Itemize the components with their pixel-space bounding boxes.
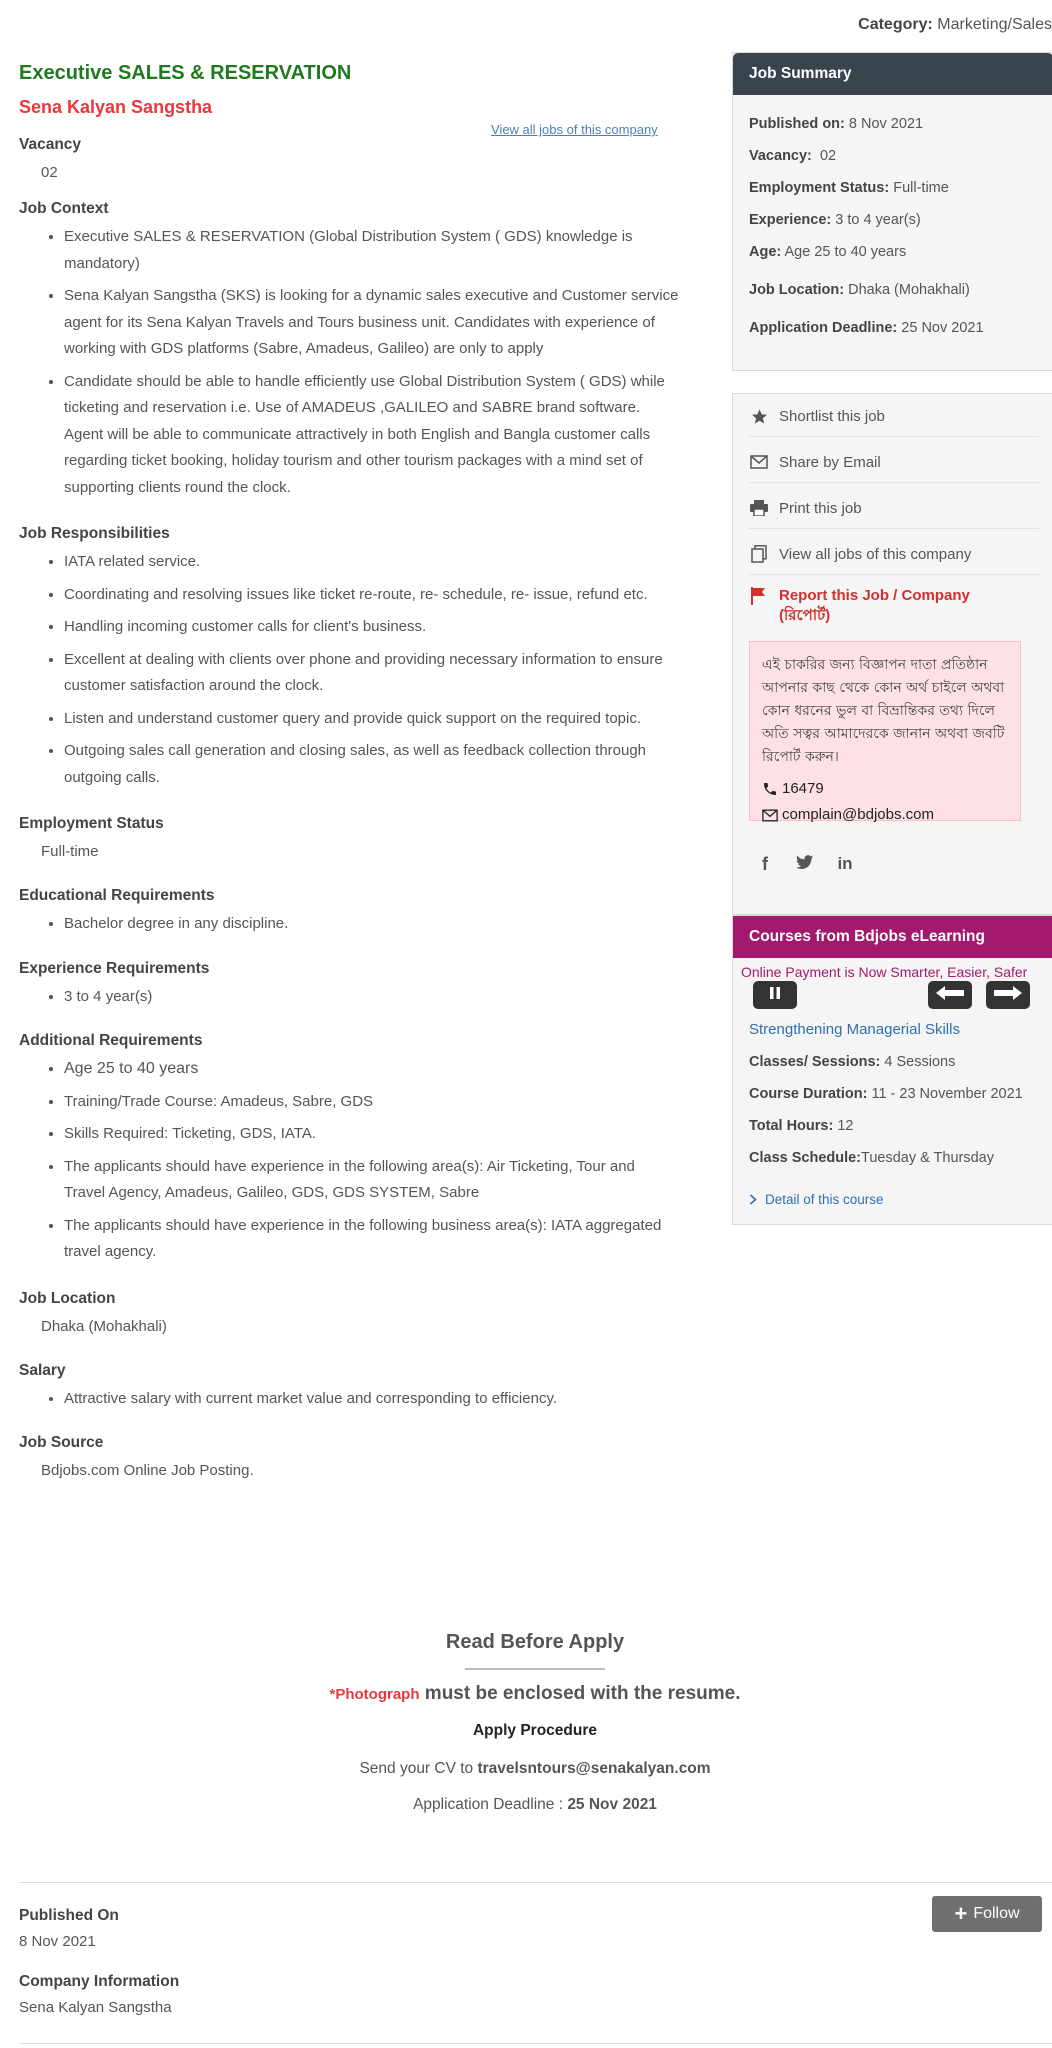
- location-heading: Job Location: [19, 1289, 116, 1307]
- published-value: 8 Nov 2021: [19, 1933, 96, 1950]
- view-all-jobs-label: View all jobs of this company: [779, 545, 972, 563]
- summary-label: Job Location:: [749, 282, 845, 298]
- arrow-right-icon: [993, 985, 1023, 1006]
- divider: [465, 1668, 605, 1670]
- list-item: • Attractive salary with current market value and corresponding to efficiency.: [64, 1386, 679, 1413]
- social-share: [755, 854, 855, 875]
- summary-label: Experience:: [749, 212, 832, 228]
- course-value: Tuesday & Thursday: [861, 1150, 995, 1166]
- course-value: 12: [837, 1118, 854, 1134]
- employment-status-section: [19, 813, 679, 865]
- employment-status-value: Full-time: [41, 843, 99, 860]
- view-all-jobs-button[interactable]: [749, 534, 1039, 575]
- footer-section: [19, 1882, 1052, 2021]
- experience-heading: Experience Requirements: [19, 959, 210, 977]
- summary-row: [749, 114, 923, 134]
- list-item: • The applicants should have experience in the following business area(s): IATA aggregated travel agency.: [64, 1213, 679, 1266]
- source-section: [19, 1432, 679, 1484]
- list-item: • Candidate should be able to handle efficiently use Global Distribution System ( GDS) while ticketing and reservation i.e. Use of AMADEUS ,GALILEO and SABRE brand software. Agent will be able to communicate attractively in both English and Bangla customer calls regarding ticket booking, holiday tourism and other tourism packages with a mind set of supporting clients round the clock.: [64, 369, 679, 502]
- course-label: Course Duration:: [749, 1086, 868, 1102]
- location-section: [19, 1288, 679, 1340]
- job-details: [19, 58, 679, 1484]
- summary-value: 8 Nov 2021: [848, 116, 924, 132]
- list-item: • Listen and understand customer query and provide quick support on the required topic.: [64, 706, 679, 733]
- printer-icon: [749, 498, 769, 518]
- phone-icon: [762, 781, 782, 797]
- print-button[interactable]: [749, 488, 1039, 529]
- summary-row: [749, 146, 836, 166]
- list-item: • Outgoing sales call generation and closing sales, as well as feedback collection through outgoing calls.: [64, 738, 679, 791]
- course-detail-label: Detail of this course: [765, 1192, 884, 1207]
- list-item: • Sena Kalyan Sangstha (SKS) is looking for a dynamic sales executive and Customer service agent for its Sena Kalyan Travels and Tours business unit. Candidates with experience of working with GDS platforms (Sabre, Amadeus, Galileo) are only to apply: [64, 283, 679, 363]
- arrow-left-icon: [935, 985, 965, 1006]
- flag-icon: [749, 586, 769, 606]
- course-label: Classes/ Sessions:: [749, 1054, 881, 1070]
- summary-label: Age:: [749, 244, 782, 260]
- summary-value: 3 to 4 year(s): [835, 212, 921, 228]
- warning-text: এই চাকরির জন্য বিজ্ঞাপন দাতা প্রতিষ্ঠান আপনার কাছ থেকে কোন অর্থ চাইলে অথবা কোন ধরনের ভুল বা বিভ্রান্তিকর তথ্য দিলে অতি সত্বর আমাদেরকে জানান অথবা জবটি রিপোর্ট করুন।: [762, 657, 1005, 765]
- list-item: • Excellent at dealing with clients over phone and providing necessary information to ensure customer satisfaction around the clock.: [64, 647, 679, 700]
- course-row: [749, 1116, 853, 1136]
- divider: [19, 2043, 1052, 2044]
- phone-number: 16479: [782, 780, 824, 797]
- linkedin-icon[interactable]: in: [837, 854, 853, 873]
- star-icon: [749, 406, 769, 426]
- category-value: Marketing/Sales: [937, 16, 1052, 33]
- summary-row: [749, 280, 970, 300]
- warning-email: [762, 803, 1008, 827]
- report-job-button[interactable]: [749, 586, 1039, 632]
- course-label: Class Schedule:: [749, 1150, 862, 1166]
- source-heading: Job Source: [19, 1434, 104, 1451]
- send-cv-line: [200, 1757, 870, 1781]
- list-item: • Coordinating and resolving issues like ticket re-route, re- schedule, re- issue, refund etc.: [64, 582, 679, 609]
- additional-heading: Additional Requirements: [19, 1032, 203, 1049]
- envelope-icon: [749, 452, 769, 472]
- payment-marquee: Online Payment is Now Smarter, Easier, Safer: [741, 964, 1028, 980]
- send-cv-email[interactable]: travelsntours@senakalyan.com: [477, 1760, 711, 1777]
- photo-notice-red: *Photograph: [329, 1686, 420, 1703]
- job-summary: [732, 52, 1052, 371]
- additional-section: [19, 1030, 679, 1266]
- fraud-warning: [749, 641, 1021, 821]
- list-item: • IATA related service.: [64, 549, 679, 576]
- published-heading: Published On: [19, 1907, 119, 1924]
- deadline-line: [200, 1793, 870, 1817]
- summary-value: 02: [819, 148, 837, 164]
- prev-button[interactable]: [928, 981, 972, 1009]
- photo-notice: [200, 1680, 870, 1709]
- next-button[interactable]: [986, 981, 1030, 1009]
- envelope-icon: [762, 809, 782, 822]
- list-item: • Age 25 to 40 years: [64, 1056, 679, 1083]
- list-item: • Executive SALES & RESERVATION (Global Distribution System ( GDS) knowledge is mandatory): [64, 224, 679, 277]
- list-item: • Training/Trade Course: Amadeus, Sabre, GDS: [64, 1089, 679, 1116]
- deadline-prefix: Application Deadline :: [413, 1796, 568, 1813]
- list-item: • 3 to 4 year(s): [64, 984, 679, 1011]
- responsibilities-section: [19, 523, 679, 791]
- job-summary-heading: Job Summary: [733, 53, 1052, 95]
- shortlist-button[interactable]: [749, 396, 1039, 437]
- copy-icon: [749, 544, 769, 564]
- view-all-jobs-link[interactable]: View all jobs of this company: [491, 122, 658, 137]
- education-section: [19, 885, 679, 938]
- read-before-apply: [200, 1628, 870, 1817]
- course-value: 4 Sessions: [884, 1054, 956, 1070]
- send-cv-prefix: Send your CV to: [359, 1760, 478, 1777]
- source-value: Bdjobs.com Online Job Posting.: [41, 1462, 254, 1479]
- summary-value: Full-time: [893, 180, 949, 196]
- summary-value: 25 Nov 2021: [901, 320, 984, 336]
- report-label: Report this Job / Company (রিপোর্ট): [779, 587, 970, 624]
- category-label: Category:: [858, 16, 933, 33]
- course-row: [749, 1148, 994, 1168]
- list-item: • The applicants should have experience in the following area(s): Air Ticketing, Tour and Travel Agency, Amadeus, Galileo, GDS, GDS SYSTEM, Sabre: [64, 1154, 679, 1207]
- share-email-label: Share by Email: [779, 453, 881, 471]
- courses-widget: [732, 915, 1052, 1225]
- summary-row: [749, 318, 984, 338]
- course-title-link[interactable]: Strengthening Managerial Skills: [749, 1021, 960, 1038]
- twitter-icon[interactable]: [795, 854, 815, 875]
- plus-icon: +: [954, 1901, 968, 1926]
- share-email-button[interactable]: [749, 442, 1039, 483]
- salary-section: [19, 1360, 679, 1413]
- apply-procedure-heading: Apply Procedure: [472, 1722, 598, 1739]
- photo-notice-text: must be enclosed with the resume.: [419, 1683, 741, 1704]
- warning-phone: [762, 777, 1008, 801]
- summary-label: Employment Status:: [749, 180, 890, 196]
- summary-row: [749, 178, 949, 198]
- print-label: Print this job: [779, 499, 862, 517]
- chevron-right-icon: [749, 1194, 757, 1205]
- follow-button[interactable]: [932, 1896, 1042, 1932]
- location-value: Dhaka (Mohakhali): [41, 1317, 167, 1335]
- job-context-heading: Job Context: [19, 200, 109, 217]
- summary-label: Published on:: [749, 116, 845, 132]
- summary-label: Application Deadline:: [749, 320, 898, 336]
- course-row: [749, 1052, 955, 1072]
- vacancy-section: [19, 134, 679, 186]
- category: [858, 16, 1052, 34]
- education-heading: Educational Requirements: [19, 887, 215, 904]
- list-item: • Skills Required: Ticketing, GDS, IATA.: [64, 1121, 679, 1148]
- company-info-value: Sena Kalyan Sangstha: [19, 1999, 172, 2016]
- deadline-value: 25 Nov 2021: [567, 1796, 657, 1813]
- course-row: [749, 1084, 1023, 1104]
- job-actions: [732, 393, 1052, 915]
- course-value: 11 - 23 November 2021: [871, 1086, 1023, 1102]
- facebook-icon[interactable]: f: [762, 854, 768, 874]
- experience-section: [19, 958, 679, 1011]
- company-name: Sena Kalyan Sangstha: [19, 97, 213, 117]
- job-context-section: [19, 198, 679, 501]
- course-detail-link[interactable]: [749, 1192, 884, 1207]
- summary-row: [749, 210, 921, 230]
- company-info-heading: Company Information: [19, 1973, 180, 1990]
- salary-heading: Salary: [19, 1361, 66, 1379]
- pause-button[interactable]: [753, 981, 797, 1009]
- responsibilities-heading: Job Responsibilities: [19, 525, 170, 542]
- vacancy-heading: Vacancy: [19, 136, 82, 153]
- follow-label: Follow: [973, 1905, 1020, 1922]
- list-item: • Bachelor degree in any discipline.: [64, 911, 679, 938]
- summary-label: Vacancy:: [749, 148, 812, 164]
- pause-icon: [768, 986, 782, 1005]
- job-title: Executive SALES & RESERVATION: [19, 62, 352, 84]
- employment-status-heading: Employment Status: [19, 815, 164, 832]
- courses-heading: Courses from Bdjobs eLearning: [733, 916, 1052, 958]
- summary-value: Dhaka (Mohakhali): [848, 282, 970, 298]
- shortlist-label: Shortlist this job: [779, 407, 885, 425]
- read-before-apply-heading: Read Before Apply: [445, 1631, 625, 1653]
- summary-row: [749, 242, 906, 262]
- list-item: • Handling incoming customer calls for client's business.: [64, 614, 679, 641]
- vacancy-value: 02: [41, 164, 58, 181]
- complain-email[interactable]: complain@bdjobs.com: [782, 806, 934, 823]
- course-label: Total Hours:: [749, 1118, 834, 1134]
- summary-value: Age 25 to 40 years: [784, 244, 907, 260]
